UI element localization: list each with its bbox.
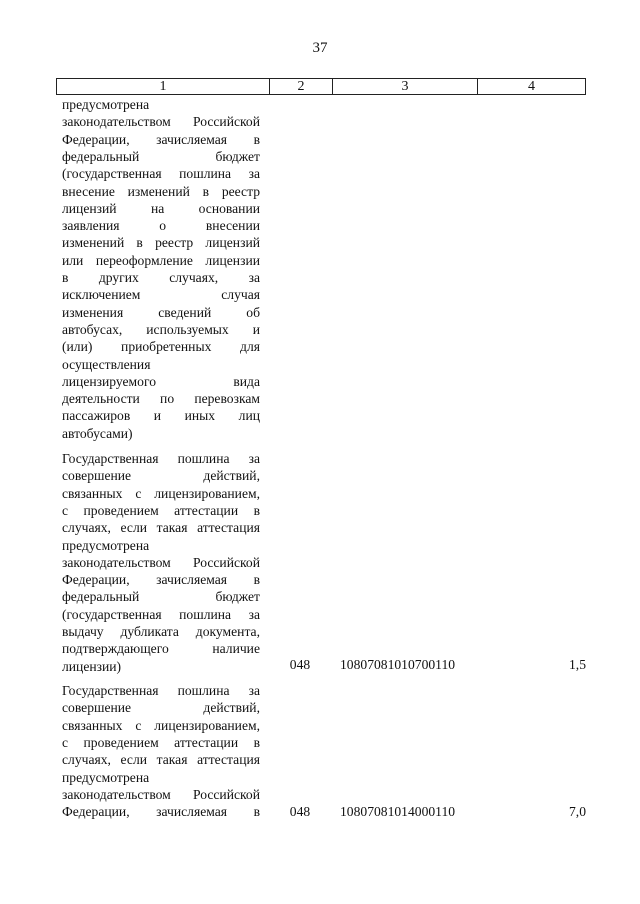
description-line: выдачу дубликата документа, [62,624,260,639]
description-line: автобусах, используемых и [62,321,260,337]
description-line: предусмотрена [62,537,150,553]
description-line: случаях, если такая аттестация [62,752,260,768]
description-line: изменений в реестр лицензий [62,235,260,251]
description-line: (или) приобретенных для [62,339,260,355]
description-line: с проведением аттестации в [62,734,260,750]
description-line: случаях, если такая аттестация [62,520,260,536]
description-line: деятельности по перевозкам [62,391,260,407]
description-line: Государственная пошлина за [62,683,260,698]
description-line: Федерации, зачисляемая в [62,131,260,147]
description-line: Федерации, зачисляемая в [62,804,260,820]
row2-amount: 1,5 [569,657,586,672]
description-line: федеральный бюджет [62,148,260,164]
row3-code: 048 [289,804,311,819]
description-line: (государственная пошлина за [62,166,260,182]
description-line: осуществления [62,356,151,372]
description-line: в других случаях, за [62,270,260,285]
description-line: лицензируемого вида [62,373,260,389]
table-header-row [56,78,586,95]
description-line: федеральный бюджет [62,589,260,605]
description-line: связанных с лицензированием, [62,485,260,501]
description-line: заявления о внесении [62,218,260,234]
description-line: Государственная пошлина за [62,451,260,466]
description-line: совершение действий, [62,468,260,484]
column-header-1: 1 [57,79,270,94]
description-line: исключением случая [62,287,260,303]
description-line: законодательством Российской [62,786,260,802]
description-line: изменения сведений об [62,304,260,320]
page-number: 37 [312,40,328,56]
column-header-4: 4 [528,79,535,94]
row3-kbk: 10807081014000110 [340,804,456,819]
description-line: подтверждающего наличие [62,641,260,657]
description-line: совершение действий, [62,700,260,716]
row2-code: 048 [289,657,311,672]
description-line: пассажиров и иных лиц [62,408,260,424]
description-line: связанных с лицензированием, [62,717,260,733]
description-line: лицензии) [62,658,122,674]
row2-kbk: 10807081010700110 [340,657,456,672]
column-header-2: 2 [270,79,333,94]
description-line: Федерации, зачисляемая в [62,572,260,588]
description-line: (государственная пошлина за [62,606,260,622]
row3-amount: 7,0 [569,804,586,819]
description-line: с проведением аттестации в [62,502,260,518]
description-line: или переоформление лицензии [62,252,260,268]
description-line: лицензий на основании [62,200,260,216]
description-line: законодательством Российской [62,114,260,130]
description-line: предусмотрена [62,769,150,785]
description-line: внесение изменений в реестр [62,183,260,199]
description-line: автобусами) [62,425,133,441]
description-line: предусмотрена [62,97,150,112]
description-line: законодательством Российской [62,554,260,570]
column-header-3: 3 [333,79,478,94]
